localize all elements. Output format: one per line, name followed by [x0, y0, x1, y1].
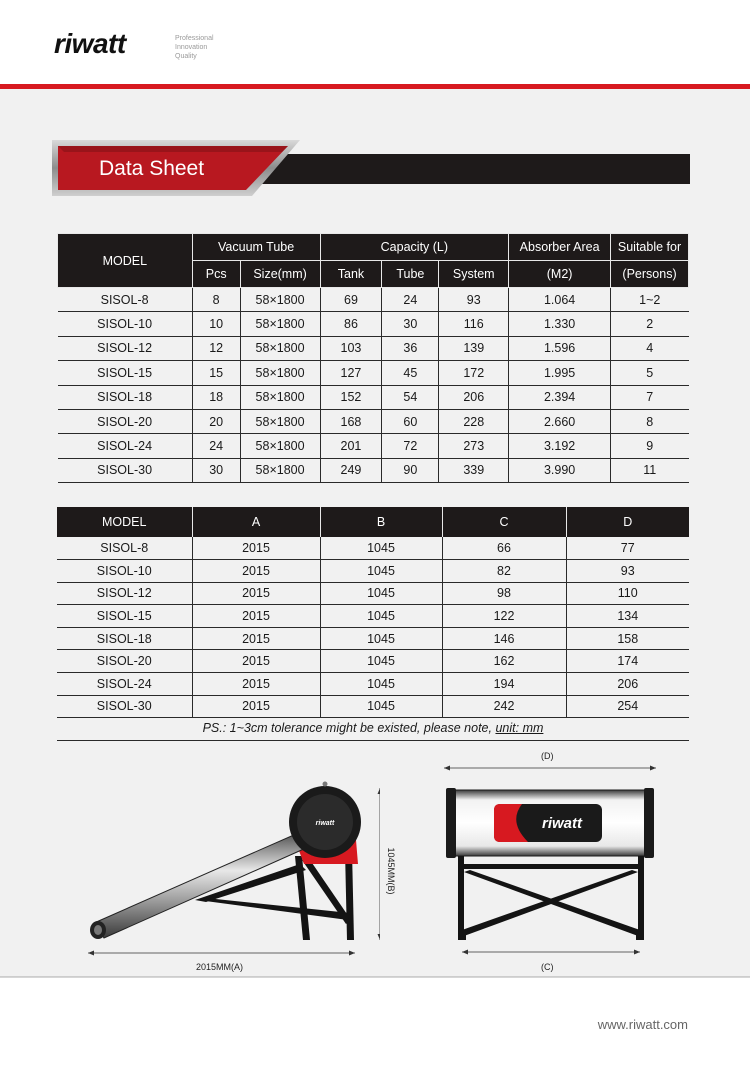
- table-cell: 90: [382, 458, 439, 482]
- header-divider: [0, 84, 750, 89]
- table-cell: 158: [566, 627, 689, 650]
- brand-logo: riwatt: [54, 28, 126, 59]
- model-cell: SISOL-18: [57, 627, 192, 650]
- table-cell: 139: [439, 336, 509, 360]
- table-cell: 228: [439, 409, 509, 433]
- table-row: [57, 605, 689, 628]
- table-cell: 58×1800: [240, 361, 320, 385]
- table-cell: 3.990: [509, 458, 611, 482]
- column-header: MODEL: [57, 507, 192, 537]
- table-cell: 82: [442, 560, 566, 583]
- table-cell: 162: [442, 650, 566, 673]
- table-cell: 2015: [192, 673, 320, 696]
- column-header: Absorber Area: [509, 234, 611, 261]
- spec-table: [57, 233, 689, 483]
- table-cell: 1045: [320, 627, 442, 650]
- table-cell: 2.660: [509, 409, 611, 433]
- table-row: [57, 537, 689, 560]
- table-cell: 54: [382, 385, 439, 409]
- table-cell: 110: [566, 582, 689, 605]
- table-cell: 93: [566, 560, 689, 583]
- table-cell: 2015: [192, 560, 320, 583]
- model-cell: SISOL-24: [58, 434, 193, 458]
- tank-logo: riwatt: [315, 820, 335, 827]
- table-cell: 206: [566, 673, 689, 696]
- table-cell: 20: [192, 409, 240, 433]
- table-cell: 1045: [320, 650, 442, 673]
- table-cell: 66: [442, 537, 566, 560]
- table-row: [58, 288, 689, 312]
- column-header: Capacity (L): [320, 234, 509, 261]
- table-cell: 146: [442, 627, 566, 650]
- table-row: [58, 361, 689, 385]
- table-cell: 122: [442, 605, 566, 628]
- table-cell: 58×1800: [240, 312, 320, 336]
- model-cell: SISOL-8: [58, 288, 193, 312]
- table-cell: 127: [320, 361, 382, 385]
- model-cell: SISOL-18: [58, 385, 193, 409]
- table-row: [58, 409, 689, 433]
- column-header: (Persons): [611, 261, 689, 288]
- table-row: [58, 312, 689, 336]
- table-cell: 58×1800: [240, 409, 320, 433]
- table-cell: 172: [439, 361, 509, 385]
- side-height-label: 1045MM(B): [386, 847, 396, 895]
- column-header: B: [320, 507, 442, 537]
- table-cell: 36: [382, 336, 439, 360]
- table-cell: 93: [439, 288, 509, 312]
- table-cell: 2015: [192, 605, 320, 628]
- table-cell: 18: [192, 385, 240, 409]
- table-cell: 1~2: [611, 288, 689, 312]
- table-cell: 7: [611, 385, 689, 409]
- table-cell: 8: [611, 409, 689, 433]
- table-row: [57, 560, 689, 583]
- table-cell: 168: [320, 409, 382, 433]
- table-cell: 1045: [320, 605, 442, 628]
- model-cell: SISOL-10: [58, 312, 193, 336]
- model-cell: SISOL-15: [57, 605, 192, 628]
- table-cell: 24: [382, 288, 439, 312]
- table-cell: 1.064: [509, 288, 611, 312]
- column-header: Pcs: [192, 261, 240, 288]
- table-cell: 5: [611, 361, 689, 385]
- column-header: D: [566, 507, 689, 537]
- table-cell: 45: [382, 361, 439, 385]
- table-cell: 77: [566, 537, 689, 560]
- section-title-bar: [250, 154, 690, 184]
- table-cell: 15: [192, 361, 240, 385]
- model-cell: SISOL-12: [57, 582, 192, 605]
- table-cell: 273: [439, 434, 509, 458]
- table-row: [58, 434, 689, 458]
- table-cell: 58×1800: [240, 385, 320, 409]
- table-cell: 2015: [192, 582, 320, 605]
- table-cell: 152: [320, 385, 382, 409]
- column-header: Size(mm): [240, 261, 320, 288]
- table-cell: 242: [442, 695, 566, 718]
- page-title: Data Sheet: [99, 157, 205, 180]
- table-cell: 72: [382, 434, 439, 458]
- model-cell: SISOL-15: [58, 361, 193, 385]
- front-bottom-label: (C): [541, 962, 554, 972]
- table-cell: 201: [320, 434, 382, 458]
- table-cell: 58×1800: [240, 458, 320, 482]
- table-row: [58, 385, 689, 409]
- table-cell: 10: [192, 312, 240, 336]
- model-cell: SISOL-30: [57, 695, 192, 718]
- table-cell: 30: [382, 312, 439, 336]
- table-cell: 69: [320, 288, 382, 312]
- note-text: PS.: 1~3cm tolerance might be existed, please note,: [202, 721, 496, 735]
- table-cell: 98: [442, 582, 566, 605]
- table-cell: 2015: [192, 537, 320, 560]
- front-logo: riwatt: [541, 815, 583, 832]
- table-cell: 134: [566, 605, 689, 628]
- table-cell: 4: [611, 336, 689, 360]
- dimension-table-body: [57, 537, 689, 718]
- table-cell: 86: [320, 312, 382, 336]
- table-cell: 58×1800: [240, 434, 320, 458]
- column-header: (M2): [509, 261, 611, 288]
- column-header: C: [442, 507, 566, 537]
- column-header: Suitable for: [611, 234, 689, 261]
- table-cell: 1.995: [509, 361, 611, 385]
- table-cell: 2015: [192, 695, 320, 718]
- column-header: System: [439, 261, 509, 288]
- table-row: [58, 458, 689, 482]
- front-view-diagram: [442, 760, 662, 960]
- table-cell: 24: [192, 434, 240, 458]
- table-row: [57, 627, 689, 650]
- table-cell: 2.394: [509, 385, 611, 409]
- table-cell: 60: [382, 409, 439, 433]
- table-cell: 11: [611, 458, 689, 482]
- table-cell: 194: [442, 673, 566, 696]
- table-cell: 8: [192, 288, 240, 312]
- table-cell: 58×1800: [240, 288, 320, 312]
- tolerance-note: [57, 721, 689, 741]
- table-cell: 1045: [320, 537, 442, 560]
- note-unit: unit: mm: [495, 721, 544, 735]
- model-cell: SISOL-24: [57, 673, 192, 696]
- table-cell: 12: [192, 336, 240, 360]
- table-cell: 9: [611, 434, 689, 458]
- column-header: Tube: [382, 261, 439, 288]
- table-cell: 1.596: [509, 336, 611, 360]
- table-cell: 1045: [320, 560, 442, 583]
- column-header: A: [192, 507, 320, 537]
- table-row: [58, 336, 689, 360]
- header: [0, 0, 750, 86]
- side-view-diagram: [80, 760, 380, 980]
- front-top-label: (D): [541, 751, 554, 761]
- table-row: [57, 695, 689, 718]
- table-cell: 103: [320, 336, 382, 360]
- column-header: Tank: [320, 261, 382, 288]
- table-cell: 3.192: [509, 434, 611, 458]
- dimension-table: [57, 507, 689, 718]
- tagline: Professional Innovation Quality: [175, 35, 214, 60]
- table-cell: 206: [439, 385, 509, 409]
- model-cell: SISOL-20: [57, 650, 192, 673]
- table-cell: 2015: [192, 650, 320, 673]
- side-width-label: 2015MM(A): [196, 962, 244, 972]
- table-cell: 174: [566, 650, 689, 673]
- spec-table-body: [58, 288, 689, 483]
- model-cell: SISOL-12: [58, 336, 193, 360]
- table-row: [57, 650, 689, 673]
- table-cell: 58×1800: [240, 336, 320, 360]
- model-cell: SISOL-10: [57, 560, 192, 583]
- table-cell: 116: [439, 312, 509, 336]
- table-cell: 2015: [192, 627, 320, 650]
- table-cell: 1045: [320, 695, 442, 718]
- model-cell: SISOL-8: [57, 537, 192, 560]
- table-cell: 2: [611, 312, 689, 336]
- table-row: [57, 673, 689, 696]
- table-cell: 254: [566, 695, 689, 718]
- model-cell: SISOL-30: [58, 458, 193, 482]
- column-header: MODEL: [58, 234, 193, 288]
- table-row: [57, 582, 689, 605]
- table-cell: 1045: [320, 582, 442, 605]
- table-cell: 249: [320, 458, 382, 482]
- table-cell: 1045: [320, 673, 442, 696]
- model-cell: SISOL-20: [58, 409, 193, 433]
- table-cell: 30: [192, 458, 240, 482]
- column-header: Vacuum Tube: [192, 234, 320, 261]
- website-link[interactable]: www.riwatt.com: [597, 1017, 688, 1032]
- table-cell: 1.330: [509, 312, 611, 336]
- table-cell: 339: [439, 458, 509, 482]
